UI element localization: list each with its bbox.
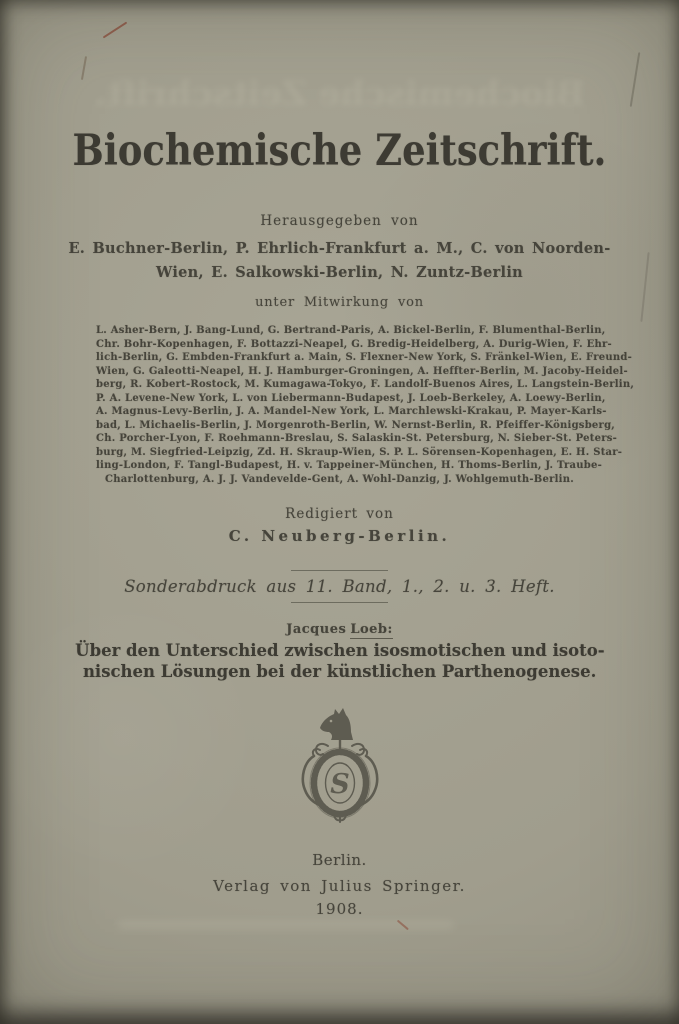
contributors-line: burg, M. Siegfried-Leipzig, Zd. H. Skraup-Wien, S. P. L. Sörensen-Kopenhagen, E. H. Star-	[96, 446, 623, 458]
redaction-editor: C. Neuberg-Berlin.	[228, 527, 451, 545]
contributors-line: ling-London, F. Tangl-Budapest, H. v. Tappeiner-München, H. Thoms-Berlin, J. Traube-	[96, 460, 602, 471]
contributors-list	[96, 324, 635, 486]
divider-rule-bottom	[291, 602, 388, 603]
contributors-line: A. Magnus-Levy-Berlin, J. A. Mandel-New York, L. Marchlewski-Krakau, P. Mayer-Karls-	[96, 406, 607, 417]
divider-rule-top	[291, 570, 388, 571]
knight-icon	[320, 708, 353, 740]
contributors-line: berg, R. Kobert-Rostock, M. Kumagawa-Tokyo, F. Landolf-Buenos Aires, L. Langstein-Berlin,	[96, 379, 635, 390]
paper-fiber-mark	[103, 22, 128, 39]
article-title-line-1-text: Über den Unterschied zwischen isosmotischen und isoto-	[74, 641, 605, 661]
article-title-line-2-text: nischen Lösungen bei der künstlichen Parthenogenese.	[82, 661, 597, 682]
ghost-show-through-bottom	[118, 921, 454, 929]
imprint-publisher: Verlag von Julius Springer.	[213, 877, 466, 895]
collaboration-label: unter Mitwirkung von	[255, 295, 424, 310]
contributors-line: L. Asher-Bern, J. Bang-Lund, G. Bertrand-Paris, A. Bickel-Berlin, F. Blumenthal-Berlin,	[96, 325, 606, 336]
ghost-show-through-title: Biochemische Zeitschrift.	[94, 74, 585, 114]
author-first-name: Jacques	[286, 622, 347, 637]
article-author	[0, 622, 679, 637]
editors-line-1: E. Buchner-Berlin, P. Ehrlich-Frankfurt a. M., C. von Noorden-	[68, 240, 611, 257]
imprint-city: Berlin.	[312, 851, 367, 869]
contributors-line: Wien, G. Galeotti-Neapel, H. J. Hamburger-Groningen, A. Heffter-Berlin, M. Jacoby-Heidel-	[96, 365, 628, 377]
editors-list	[0, 237, 679, 285]
article-title-line-2	[0, 662, 679, 683]
monogram-s: S	[329, 769, 350, 800]
editors-line-2: Wien, E. Salkowski-Berlin, N. Zuntz-Berlin	[156, 264, 523, 281]
edited-by-label: Herausgegeben von	[260, 213, 419, 229]
journal-title	[0, 126, 679, 176]
contributors-line: Charlottenburg, A. J. J. Vandevelde-Gent, A. Wohl-Danzig, J. Wohlgemuth-Berlin.	[105, 473, 574, 485]
contributors-line: bad, L. Michaelis-Berlin, J. Morgenroth-Berlin, W. Nernst-Berlin, R. Pfeiffer-Königsberg,	[96, 419, 616, 431]
imprint-year: 1908.	[315, 900, 364, 918]
author-surname: Loeb:	[350, 622, 393, 637]
contributors-line: lich-Berlin, G. Embden-Frankfurt a. Main, S. Flexner-New York, S. Fränkel-Wien, E. Freund-	[96, 352, 633, 363]
contributors-line: P. A. Levene-New York, L. von Liebermann-Budapest, J. Loeb-Berkeley, A. Loewy-Berlin,	[96, 392, 606, 404]
journal-title-text: Biochemische Zeitschrift.	[72, 126, 607, 176]
offprint-note: Sonderabdruck aus 11. Band, 1., 2. u. 3. Heft.	[124, 577, 555, 596]
springer-knight-emblem	[294, 706, 386, 824]
contributors-line: Chr. Bohr-Kopenhagen, F. Bottazzi-Neapel, G. Bredig-Heidelberg, A. Durig-Wien, F. Ehr-	[96, 338, 612, 350]
contributors-line: Ch. Porcher-Lyon, F. Roehmann-Breslau, S. Salaskin-St. Petersburg, N. Sieber-St. Peters-	[96, 433, 617, 444]
redaction-label: Redigiert von	[285, 506, 394, 522]
article-title-line-1	[0, 641, 679, 662]
knight-eye	[329, 720, 332, 723]
article-title	[0, 641, 679, 682]
